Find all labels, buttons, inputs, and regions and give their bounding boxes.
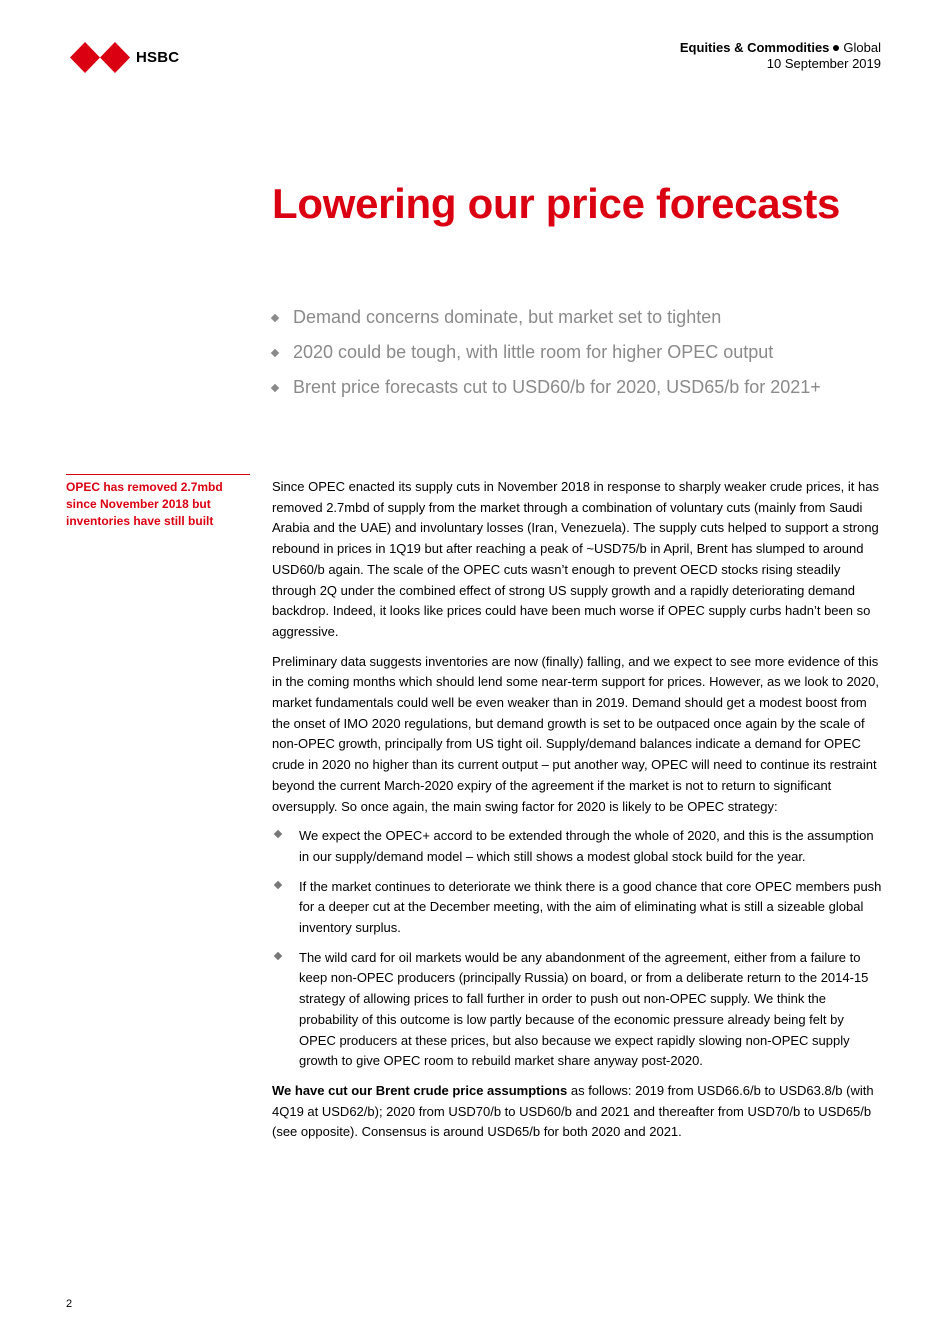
bullet-text: We expect the OPEC+ accord to be extended through the whole of 2020, and this is the assumption in our supply/demand model – which still shows a modest global stock build for the year. [299, 828, 874, 864]
highlight-text: Demand concerns dominate, but market set to tighten [293, 307, 722, 327]
report-header [680, 40, 881, 72]
hsbc-logo [70, 42, 179, 73]
highlight-item [272, 370, 821, 405]
highlight-text: 2020 could be tough, with little room for higher OPEC output [293, 342, 774, 362]
bullet-text: If the market continues to deteriorate we think there is a good chance that core OPEC members push for a deeper cut at the December meeting, with the aim of eliminating what is still a sizeable global inventory surplus. [299, 878, 882, 936]
paragraph-lead-bold: We have cut our Brent crude price assumptions [272, 1082, 568, 1098]
highlights-list [272, 300, 821, 405]
page-title: Lowering our price forecasts [272, 180, 841, 227]
paragraph: Since OPEC enacted its supply cuts in November 2018 in response to sharply weaker crude prices, it has removed 2.7mbd of supply from the market through a combination of voluntary cuts (mainly from Saudi Arabia and the UAE) and involuntary losses (Iran, Venezuela). The supply cuts helped to support a strong rebound in prices in 1Q19 but after reaching a peak of ~USD75/b in April, Brent has slumped to around USD60/b again. The scale of the OPEC cuts wasn’t enough to prevent OECD stocks rising steadily through 2Q under the combined effect of strong US supply growth and a rapidly deteriorating demand backdrop. Indeed, it looks like prices could have been much worse if OPEC supply curbs hadn’t been so aggressive. [272, 479, 879, 639]
hsbc-hexagon-icon [70, 42, 130, 73]
paragraph-rest: as follows: 2019 from USD66.6/b to USD63.8/b (with 4Q19 at USD62/b); 2020 from USD70/b to USD60/b and 2021 and thereafter from USD70/b to USD65/b (see opposite). Consensus is around USD65/b for both 2020 and 2021. [272, 1082, 874, 1140]
bullet-item [272, 948, 882, 1072]
diamond-bullet-icon [271, 313, 279, 321]
highlight-item [272, 335, 821, 370]
diamond-bullet-icon [274, 880, 282, 888]
diamond-bullet-icon [271, 348, 279, 356]
diamond-bullet-icon [274, 830, 282, 838]
brand-name: HSBC [136, 49, 180, 66]
paragraph-forecast [272, 1081, 882, 1143]
page-number: 2 [66, 1298, 73, 1310]
bullet-text: The wild card for oil markets would be any abandonment of the agreement, either from a failure to keep non-OPEC producers (principally Russia) on board, or from a deliberate return to the 2014-15 strategy of allowing prices to fall further in order to push out non-OPEC supply. We think the probability of this outcome is low partly because of the economic pressure already being felt by OPEC producers at these prices, but also because we expect rapidly slowing non-OPEC supply growth to give OPEC room to rebuild market share anyway post-2020. [299, 949, 869, 1069]
division-label: Equities & Commodities [679, 40, 830, 55]
paragraph: Preliminary data suggests inventories are now (finally) falling, and we expect to see more evidence of this in the coming months which should lend some near-term support for prices. However, as we look to 2020, market fundamentals could well be even weaker than in 2019. Demand should get a modest boost from the onset of IMO 2020 regulations, but demand growth is set to be outpaced once again by the scale of non-OPEC growth, principally from US tight oil. Supply/demand balances indicate a demand for OPEC crude in 2020 no higher than its current output – put another way, OPEC will need to continue its restraint beyond the current March-2020 expiry of the agreement if the market is not to return to significant oversupply. So once again, the main swing factor for 2020 is likely to be OPEC strategy: [272, 653, 879, 814]
report-date: 10 September 2019 [766, 56, 881, 71]
report-category [680, 40, 881, 56]
bullet-dot-icon [833, 45, 839, 51]
highlight-text: Brent price forecasts cut to USD60/b for 2020, USD65/b for 2021+ [293, 377, 821, 397]
diamond-bullet-icon [274, 952, 282, 960]
body-text [272, 477, 882, 1152]
margin-note-text: OPEC has removed 2.7mbd since November 2018 but inventories have still built [66, 480, 223, 528]
bullet-item [272, 826, 882, 867]
highlight-item [272, 300, 821, 335]
bullet-list [272, 826, 882, 1072]
diamond-bullet-icon [271, 383, 279, 391]
region-label: Global [843, 40, 881, 55]
bullet-item [272, 877, 882, 939]
margin-note [66, 474, 250, 530]
